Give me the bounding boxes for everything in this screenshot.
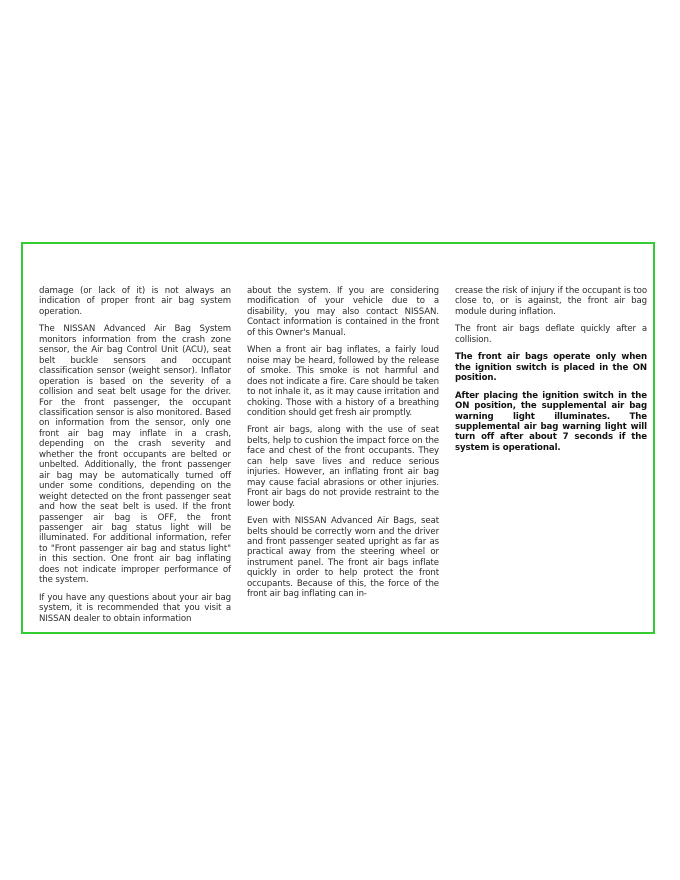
paragraph: damage (or lack of it) is not always an indication of proper front air bag system operation. xyxy=(39,286,231,317)
text-column-2 xyxy=(247,286,439,607)
paragraph: Even with NISSAN Advanced Air Bags, seat belts should be correctly worn and the driver and front passenger seated upright as far as practical away from the steering wheel or instrument panel. The front air bags inflate quickly in order to help protect the front occupants. Because of this, the force of the front air bag inflating can in- xyxy=(247,516,439,600)
paragraph: Front air bags, along with the use of seat belts, help to cushion the impact force on the face and chest of the front occupants. They can help save lives and reduce serious injuries. However, an inflating front air bag may cause facial abrasions or other injuries. Front air bags do not provide restraint to the lower body. xyxy=(247,425,439,509)
paragraph: When a front air bag inflates, a fairly loud noise may be heard, followed by the release of smoke. This smoke is not harmful and does not indicate a fire. Care should be taken to not inhale it, as it may cause irritation and choking. Those with a history of a breathing condition should get fresh air promptly. xyxy=(247,345,439,418)
text-column-3 xyxy=(455,286,647,460)
bold-paragraph: The front air bags operate only when the ignition switch is placed in the ON position. xyxy=(455,352,647,384)
paragraph: The front air bags deflate quickly after a collision. xyxy=(455,324,647,345)
paragraph: If you have any questions about your air bag system, it is recommended that you visit a NISSAN dealer to obtain information xyxy=(39,592,231,624)
text-column-1 xyxy=(39,286,231,631)
paragraph: The NISSAN Advanced Air Bag System monitors information from the crash zone sensor, the Air bag Control Unit (ACU), seat belt buckle sensors and occupant classification sensor (weight sensor). Inflator operation is based on the severity of a collision and seat belt usage for the driver. For the front passenger, the occupant classification sensor is also monitored. Based on information from the sensor, only one front air bag may inflate in a crash, depending on the crash severity and whether the front occupants are belted or unbelted. Additionally, the front passenger air bag may be automatically turned off under some conditions, depending on the weight detected on the front passenger seat and how the seat belt is used. If the front passenger air bag is OFF, the front passenger air bag status light will be illuminated. For additional information, refer to "Front passenger air bag and status light" in this section. One front air bag inflating does not indicate improper performance of the system. xyxy=(39,324,231,586)
paragraph: crease the risk of injury if the occupant is too close to, or is against, the front air bag module during inflation. xyxy=(455,286,647,317)
bold-paragraph: After placing the ignition switch in the ON position, the supplemental air bag warning light illuminates. The supplemental air bag warning light will turn off after about 7 seconds if the system is operational. xyxy=(455,390,647,453)
paragraph: about the system. If you are considering modification of your vehicle due to a disability, you may also contact NISSAN. Contact information is contained in the front of this Owner's Manual. xyxy=(247,286,439,338)
